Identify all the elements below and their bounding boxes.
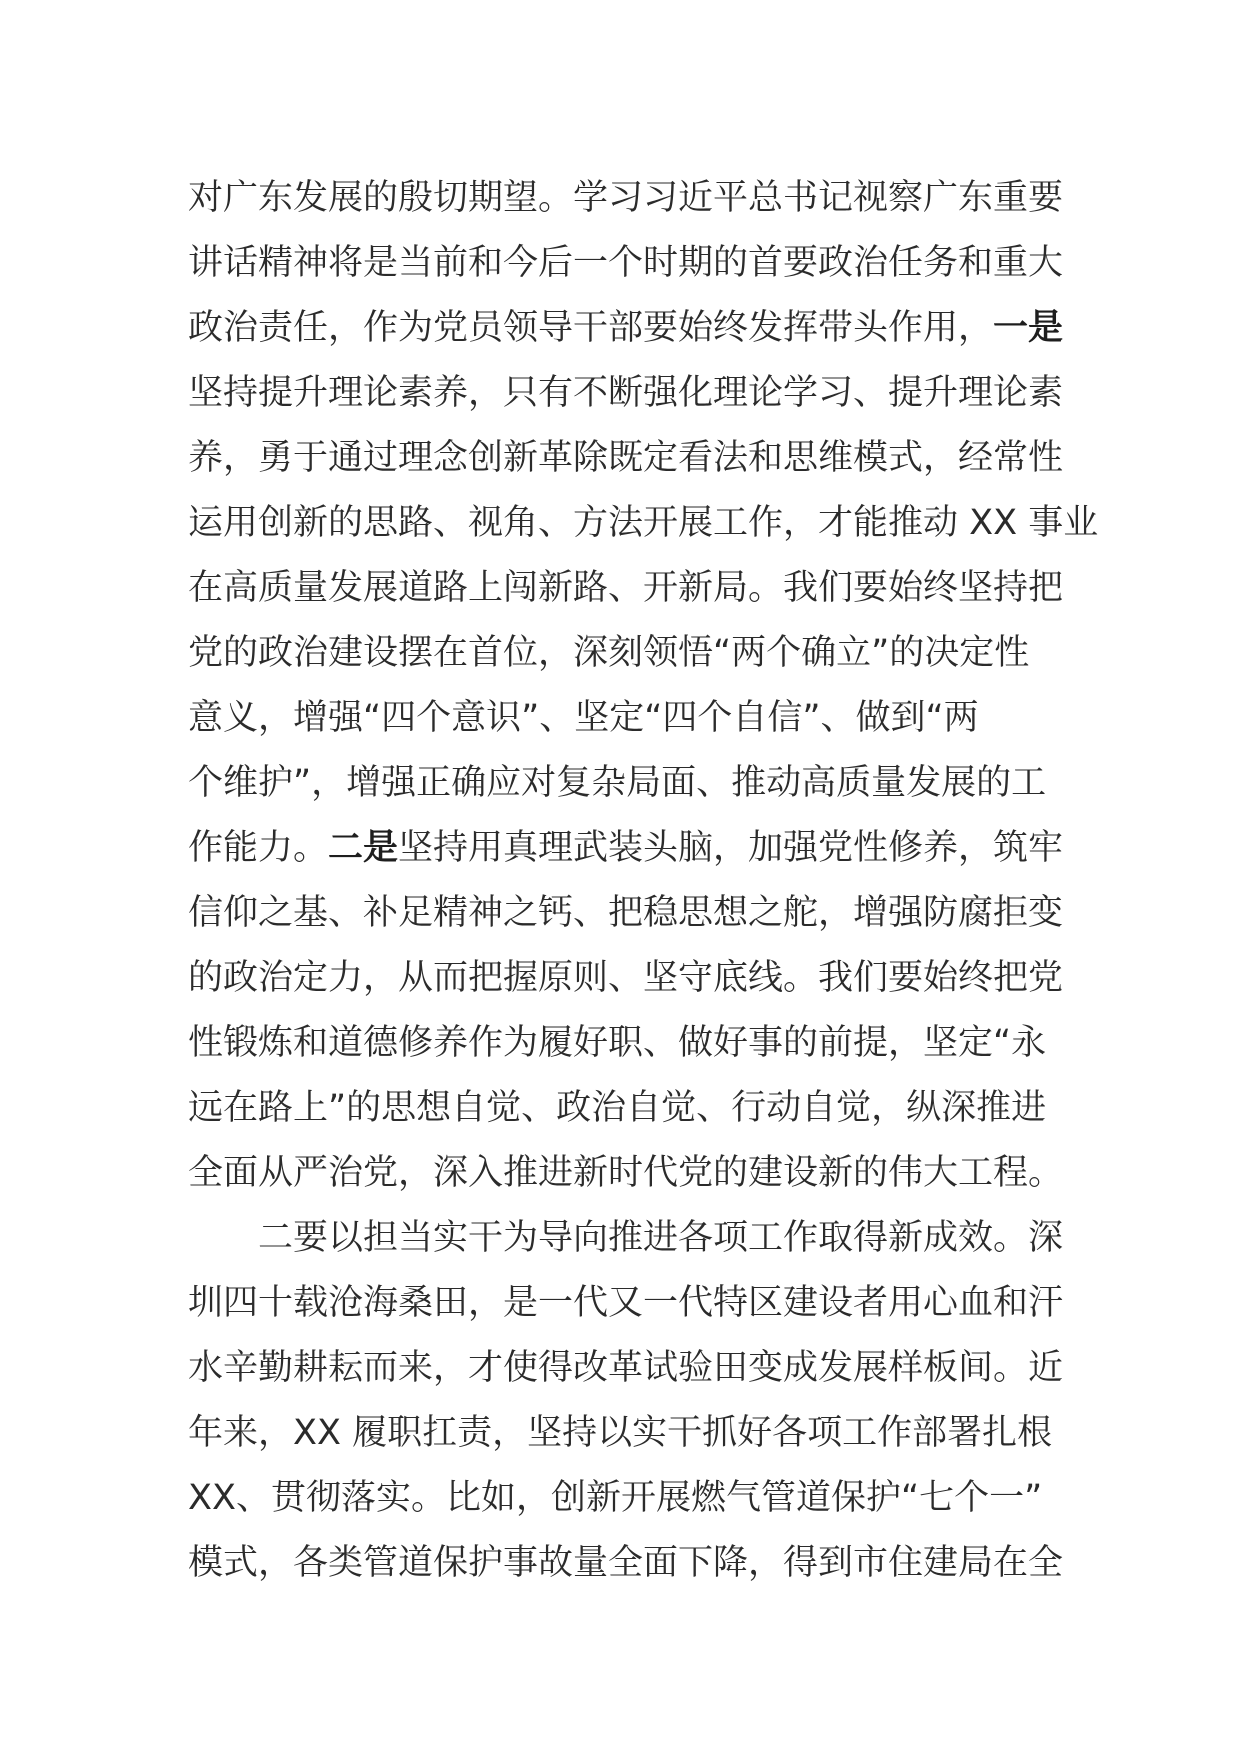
text-line: 信仰之基、补足精神之钙、把稳思想之舵，增强防腐拒变 [188, 893, 1064, 933]
text-line: 年来，XX 履职扛责，坚持以实干抓好各项工作部署扎根 [188, 1413, 1053, 1453]
bold-marker: 二是 [328, 828, 399, 868]
text-line: 圳四十载沧海桑田，是一代又一代特区建设者用心血和汗 [188, 1283, 1064, 1323]
text-line: 意义，增强“四个意识”、坚定“四个自信”、做到“两 [188, 698, 979, 738]
text-line: 对广东发展的殷切期望。学习习近平总书记视察广东重要 [188, 178, 1064, 218]
text-line: 讲话精神将是当前和今后一个时期的首要政治任务和重大 [188, 243, 1064, 283]
text-line: 在高质量发展道路上闯新路、开新局。我们要始终坚持把 [188, 568, 1064, 608]
text-line: 全面从严治党，深入推进新时代党的建设新的伟大工程。 [188, 1153, 1064, 1193]
bold-marker: 一是 [993, 308, 1064, 348]
text-line: 作能力。二是坚持用真理武装头脑，加强党性修养，筑牢 [188, 828, 1064, 868]
text-line: 党的政治建设摆在首位，深刻领悟“两个确立”的决定性 [188, 633, 1030, 673]
paragraph-start-line: 二要以担当实干为导向推进各项工作取得新成效。深 [258, 1218, 1064, 1258]
text-line: 个维护”，增强正确应对复杂局面、推动高质量发展的工 [188, 763, 1047, 803]
body-text [188, 166, 1099, 1596]
text-line: 模式，各类管道保护事故量全面下降，得到市住建局在全 [188, 1543, 1064, 1583]
text-line: XX、贯彻落实。比如，创新开展燃气管道保护“七个一” [188, 1478, 1043, 1518]
text-line: 政治责任，作为党员领导干部要始终发挥带头作用，一是 [188, 308, 1064, 348]
text-line: 水辛勤耕耘而来，才使得改革试验田变成发展样板间。近 [188, 1348, 1064, 1388]
text-line: 性锻炼和道德修养作为履好职、做好事的前提，坚定“永 [188, 1023, 1047, 1063]
text-line: 远在路上”的思想自觉、政治自觉、行动自觉，纵深推进 [188, 1088, 1047, 1128]
text-line: 的政治定力，从而把握原则、坚守底线。我们要始终把党 [188, 958, 1064, 998]
text-line: 运用创新的思路、视角、方法开展工作，才能推动 XX 事业 [188, 503, 1099, 543]
text-line: 坚持提升理论素养，只有不断强化理论学习、提升理论素 [188, 373, 1064, 413]
text-line: 养，勇于通过理念创新革除既定看法和思维模式，经常性 [188, 438, 1064, 478]
